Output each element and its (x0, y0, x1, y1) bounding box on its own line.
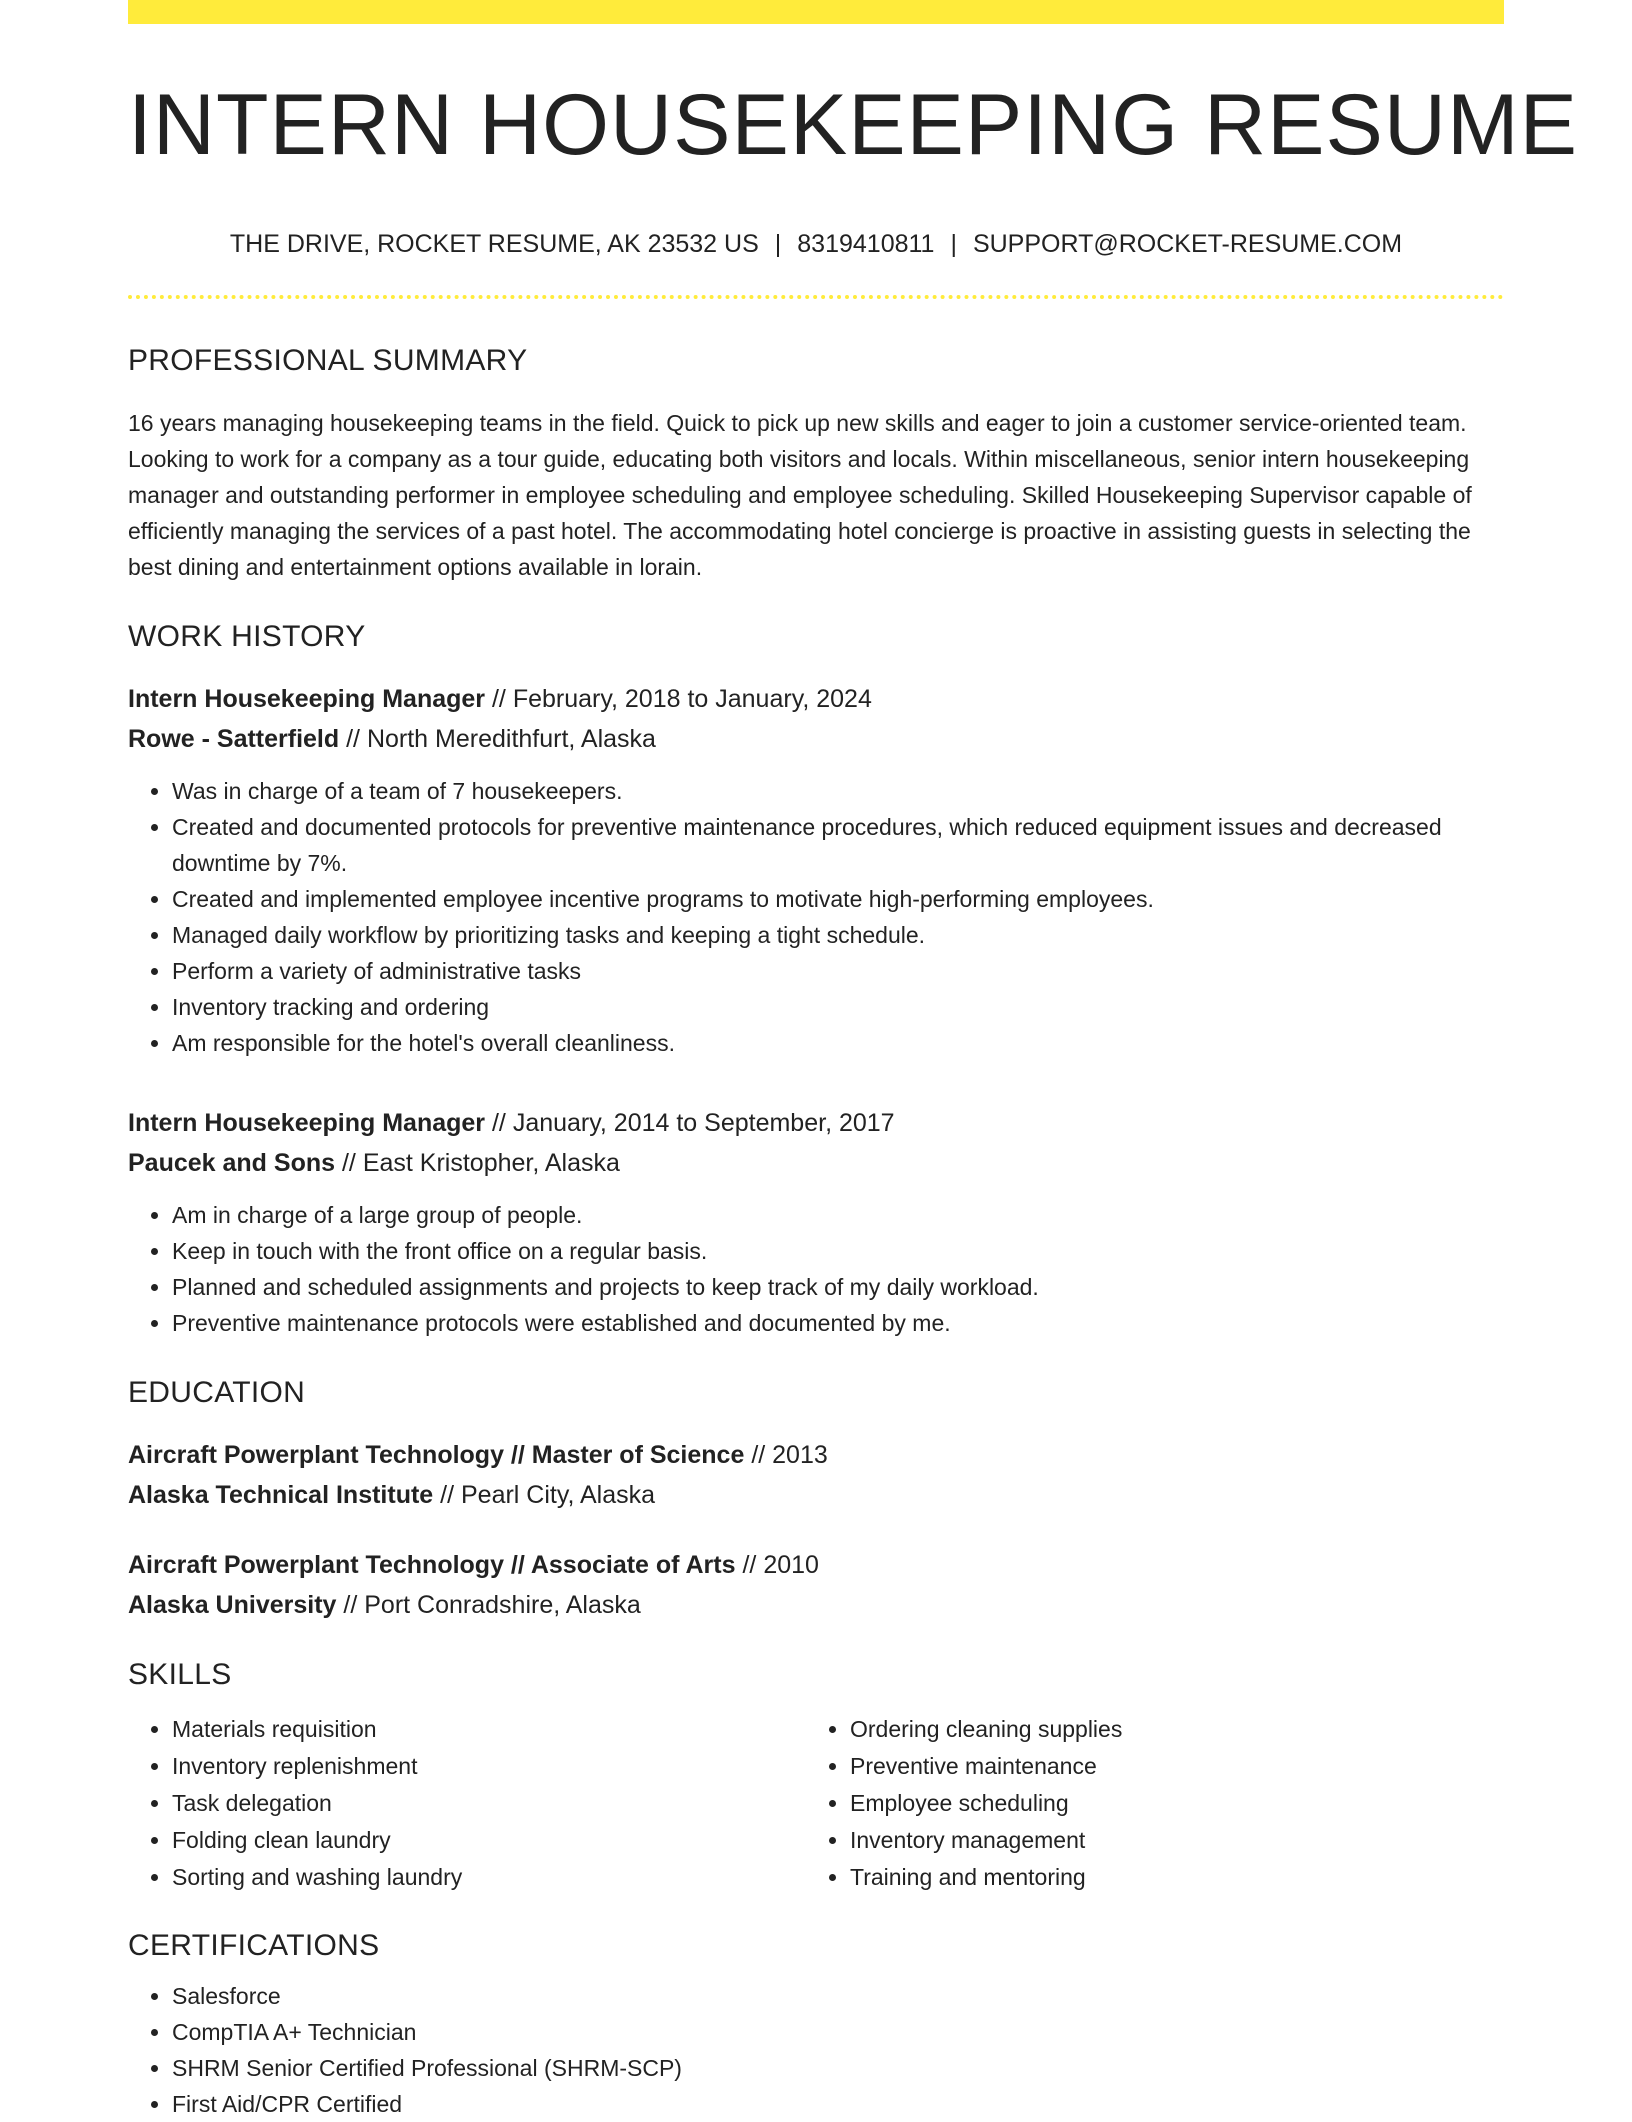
dotted-divider (128, 295, 1504, 299)
skill-item: • Ordering cleaning supplies (850, 1711, 1484, 1748)
education-degree: Aircraft Powerplant Technology // Associate of Arts (128, 1551, 736, 1579)
job-title-line (128, 679, 1504, 719)
skill-item: • Sorting and washing laundry (172, 1859, 806, 1896)
job-bullets (128, 1197, 1504, 1341)
contact-email: SUPPORT@ROCKET-RESUME.COM (972, 230, 1403, 258)
job-bullet: • Planned and scheduled assignments and projects to keep track of my daily workload. (172, 1269, 1504, 1305)
summary-heading: PROFESSIONAL SUMMARY (128, 344, 528, 377)
job-bullet: • Was in charge of a team of 7 housekeepers. (172, 773, 1504, 809)
job-dates: // February, 2018 to January, 2024 (491, 685, 872, 713)
education-year: // 2013 (751, 1441, 828, 1469)
job-entry (128, 679, 1504, 1061)
job-bullet: • Perform a variety of administrative tasks (172, 953, 1504, 989)
education-school: Alaska Technical Institute (128, 1481, 434, 1509)
certification-item: • CompTIA A+ Technician (172, 2014, 1504, 2050)
skill-item: • Folding clean laundry (172, 1822, 806, 1859)
job-bullet: • Keep in touch with the front office on a regular basis. (172, 1233, 1504, 1269)
job-dates: // January, 2014 to September, 2017 (491, 1109, 895, 1137)
skills-heading: SKILLS (128, 1658, 232, 1691)
job-title: Intern Housekeeping Manager (128, 685, 486, 713)
job-company: Paucek and Sons (128, 1149, 336, 1177)
resume-page (128, 0, 1578, 2122)
skill-item: • Training and mentoring (850, 1859, 1484, 1896)
job-bullets (128, 773, 1504, 1061)
skill-item: • Preventive maintenance (850, 1748, 1484, 1785)
job-location: // North Meredithfurt, Alaska (346, 725, 656, 753)
job-bullet: • Created and implemented employee incentive programs to motivate high-performing employees. (172, 881, 1504, 917)
job-entry (128, 1103, 1504, 1341)
contact-separator: | (950, 230, 957, 258)
skill-item: • Inventory replenishment (172, 1748, 806, 1785)
job-company-line (128, 719, 1504, 759)
contact-address: THE DRIVE, ROCKET RESUME, AK 23532 US (229, 230, 759, 258)
certification-item: • Salesforce (172, 1978, 1504, 2014)
job-company-line (128, 1143, 1504, 1183)
skill-item: • Employee scheduling (850, 1785, 1484, 1822)
education-school: Alaska University (128, 1591, 337, 1619)
certification-item: • First Aid/CPR Certified (172, 2086, 1504, 2122)
job-title-line (128, 1103, 1504, 1143)
accent-top-bar (128, 0, 1504, 24)
contact-line (128, 230, 1504, 259)
skills-list-left (128, 1711, 806, 1896)
education-degree: Aircraft Powerplant Technology // Master of Science (128, 1441, 745, 1469)
education-degree-line (128, 1435, 1504, 1475)
summary-text: 16 years managing housekeeping teams in the field. Quick to pick up new skills and eager to join a customer service-oriented team. Looking to work for a company as a tour guide, educating both visitors and locals. Within miscellaneous, senior intern housekeeping manager and outstanding performer in employee scheduling and employee scheduling. Skilled Housekeeping Supervisor capable of efficiently managing the services of a past hotel. The accommodating hotel concierge is proactive in assisting guests in selecting the best dining and entertainment options available in lorain. (128, 410, 1472, 580)
skills-list-right (806, 1711, 1484, 1896)
skill-item: • Materials requisition (172, 1711, 806, 1748)
education-degree-line (128, 1545, 1504, 1585)
job-bullet: • Managed daily workflow by prioritizing tasks and keeping a tight schedule. (172, 917, 1504, 953)
certifications-list (128, 1978, 1504, 2122)
skills-columns (128, 1711, 1504, 1896)
education-year: // 2010 (742, 1551, 819, 1579)
job-title: Intern Housekeeping Manager (128, 1109, 486, 1137)
certifications-heading: CERTIFICATIONS (128, 1929, 380, 1962)
education-location: // Pearl City, Alaska (440, 1481, 656, 1509)
job-bullet: • Am responsible for the hotel's overall cleanliness. (172, 1025, 1504, 1061)
job-bullet: • Inventory tracking and ordering (172, 989, 1504, 1025)
job-bullet: • Preventive maintenance protocols were established and documented by me. (172, 1305, 1504, 1341)
education-school-line (128, 1585, 1504, 1625)
contact-separator: | (774, 230, 782, 258)
job-location: // East Kristopher, Alaska (341, 1149, 620, 1177)
education-school-line (128, 1475, 1504, 1515)
job-company: Rowe - Satterfield (128, 725, 340, 753)
education-entry (128, 1435, 1504, 1515)
education-heading: EDUCATION (128, 1376, 306, 1409)
skill-item: • Task delegation (172, 1785, 806, 1822)
contact-phone: 8319410811 (797, 230, 935, 258)
certification-item: • SHRM Senior Certified Professional (SHRM-SCP) (172, 2050, 1504, 2086)
job-bullet: • Created and documented protocols for preventive maintenance procedures, which reduced equipment issues and decreased downtime by 7%. (172, 809, 1504, 881)
skill-item: • Inventory management (850, 1822, 1484, 1859)
job-bullet: • Am in charge of a large group of people. (172, 1197, 1504, 1233)
education-location: // Port Conradshire, Alaska (343, 1591, 641, 1619)
education-entry (128, 1545, 1504, 1625)
resume-title: INTERN HOUSEKEEPING RESUME (128, 77, 1578, 173)
work-history-heading: WORK HISTORY (128, 620, 366, 653)
